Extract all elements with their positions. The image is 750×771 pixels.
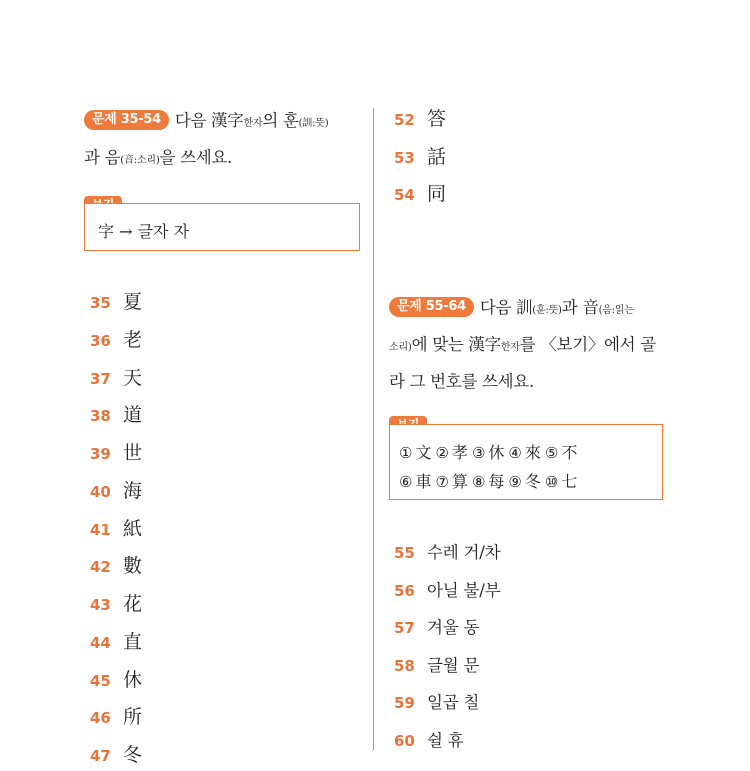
question-meaning: 겨울 동: [427, 618, 480, 638]
choice-number: ②: [435, 444, 449, 462]
question-row: [90, 287, 142, 317]
question-meaning: 일곱 칠: [427, 693, 480, 713]
question-row: [90, 400, 142, 430]
question-number: 60: [394, 732, 415, 750]
instruction-line-3: 라 그 번호를 쓰세요.: [389, 372, 534, 391]
question-number: 40: [90, 482, 111, 501]
question-hanja: 老: [123, 328, 143, 351]
example-text-left: 字 → 글자 자: [98, 222, 190, 241]
question-hanja: 所: [123, 706, 143, 729]
choice-number: ⑥: [399, 473, 413, 491]
question-hanja: 答: [427, 108, 447, 130]
question-hanja: 夏: [123, 291, 143, 313]
choice-item: [472, 469, 504, 492]
choice-hanja: 不: [561, 443, 578, 462]
problem-badge-55-64: 문제 55-64: [389, 297, 474, 317]
question-number: 58: [394, 656, 415, 675]
question-number: 42: [90, 558, 111, 577]
question-row: [394, 576, 500, 606]
instruction-line-1: 문제 55-64 다음 訓(훈:뜻)과 音(음:읽는: [389, 291, 656, 328]
question-row: [90, 627, 142, 657]
question-row: [90, 325, 142, 355]
question-number: 37: [90, 369, 111, 388]
question-number: 53: [394, 148, 415, 167]
question-row: [90, 665, 142, 695]
question-meaning: 글월 문: [427, 655, 480, 675]
instruction-line-1: 문제 35-54 다음 漢字한자의 훈(訓:뜻): [84, 104, 328, 141]
question-number: 35: [90, 294, 111, 312]
choice-item: [399, 440, 431, 463]
question-row: [394, 613, 479, 643]
question-row: [394, 179, 446, 209]
instruction-35-54: [84, 104, 328, 178]
question-number: 59: [394, 694, 415, 713]
choice-number: ⑦: [435, 473, 449, 491]
question-meaning: 쉴 휴: [427, 731, 464, 750]
question-row: [394, 104, 446, 134]
choice-item: [545, 469, 577, 492]
choice-number: ⑩: [544, 473, 559, 491]
question-hanja: 海: [123, 479, 143, 502]
choice-hanja: 算: [451, 472, 468, 491]
choice-hanja: 休: [488, 443, 505, 462]
question-hanja: 世: [123, 442, 143, 464]
instruction-line-2: 소리)에 맞는 漢字한자를 〈보기〉에서 골: [389, 335, 656, 354]
question-number: 44: [90, 633, 111, 652]
question-hanja: 話: [427, 145, 447, 168]
question-meaning: 수레 거/차: [427, 543, 501, 562]
question-hanja: 紙: [123, 517, 143, 540]
question-row: [394, 538, 500, 568]
question-row: [394, 688, 479, 718]
question-number: 52: [394, 111, 415, 129]
question-row: [90, 740, 142, 770]
question-row: [394, 142, 446, 172]
choice-number: ⑤: [544, 444, 559, 462]
choice-number: ③: [471, 444, 486, 462]
question-number: 56: [394, 581, 415, 600]
choice-hanja: 七: [561, 472, 578, 491]
choice-item: [508, 440, 540, 463]
question-hanja: 直: [123, 630, 143, 653]
question-hanja: 天: [123, 366, 143, 389]
problem-badge-35-54: 문제 35-54: [84, 110, 169, 130]
question-hanja: 道: [123, 404, 143, 427]
instruction-55-64: [389, 291, 656, 399]
question-row: [90, 551, 142, 581]
question-number: 54: [394, 186, 415, 204]
choice-number: ⑨: [508, 473, 522, 491]
question-hanja: 同: [427, 183, 447, 205]
question-number: 55: [394, 544, 415, 562]
question-hanja: 冬: [123, 744, 143, 766]
choice-number: ④: [508, 444, 522, 462]
choice-item: [435, 469, 467, 492]
question-number: 47: [90, 747, 111, 765]
question-number: 45: [90, 671, 111, 690]
choice-number: ⑧: [471, 473, 486, 491]
question-meaning: 아닐 불/부: [427, 580, 501, 600]
choices-row-2: [399, 469, 581, 492]
choice-hanja: 車: [415, 472, 432, 491]
choice-item: [435, 440, 467, 463]
choice-item: [399, 469, 431, 492]
choice-item: [472, 440, 504, 463]
choice-item: [508, 469, 540, 492]
question-row: [394, 726, 464, 756]
question-row: [90, 589, 142, 619]
question-number: 36: [90, 331, 111, 350]
question-number: 38: [90, 407, 111, 426]
choice-hanja: 冬: [524, 472, 541, 491]
question-row: [90, 514, 142, 544]
question-number: 39: [90, 445, 111, 463]
question-row: [90, 476, 142, 506]
question-row: [90, 438, 142, 468]
question-hanja: 花: [123, 593, 143, 615]
question-hanja: 數: [123, 555, 143, 578]
column-divider: [373, 108, 374, 750]
choice-hanja: 每: [488, 472, 505, 491]
choice-item: [545, 440, 577, 463]
question-hanja: 休: [123, 668, 143, 691]
choice-hanja: 來: [524, 443, 541, 462]
question-number: 41: [90, 520, 111, 539]
choices-row-1: [399, 440, 581, 463]
question-number: 46: [90, 709, 111, 728]
question-number: 43: [90, 596, 111, 614]
question-number: 57: [394, 619, 415, 638]
instruction-line-2: 과 음(音:소리)을 쓰세요.: [84, 148, 232, 167]
question-row: [394, 651, 479, 681]
choice-hanja: 孝: [451, 443, 468, 462]
question-row: [90, 363, 142, 393]
choice-hanja: 文: [415, 443, 432, 462]
question-row: [90, 702, 142, 732]
choice-number: ①: [399, 444, 413, 462]
